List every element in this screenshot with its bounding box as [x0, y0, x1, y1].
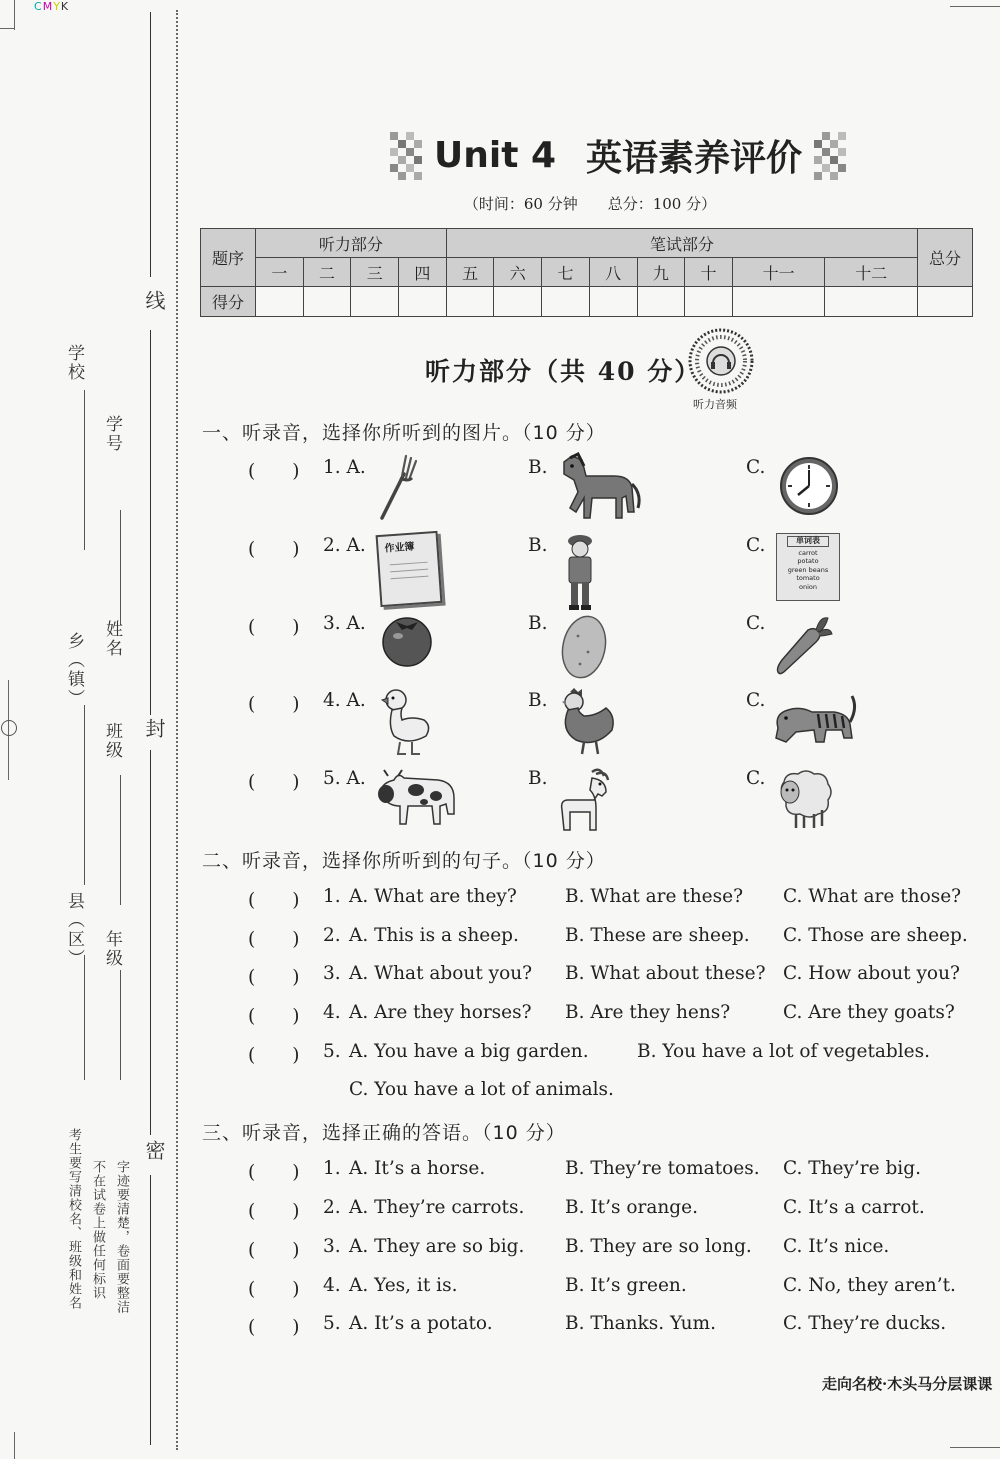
question-order-label: 题序: [201, 229, 256, 287]
page-title: [390, 128, 830, 183]
name-label: 姓名: [102, 620, 122, 658]
clock-icon[interactable]: [778, 455, 840, 517]
town-label: 乡（镇）: [64, 632, 84, 708]
score-cell[interactable]: [685, 287, 733, 317]
option-a: A. What about you?: [349, 963, 533, 984]
part1-heading: 一、听录音，选择你所听到的图片。（10 分）: [202, 422, 606, 444]
crop-mark: [950, 6, 1000, 7]
option-a: A. It’s a potato.: [349, 1313, 493, 1334]
exam-info: （时间：60 分钟 总分：100 分）: [463, 195, 717, 213]
option-a: A. Yes, it is.: [349, 1275, 458, 1296]
option-c: C. They’re big.: [783, 1158, 921, 1179]
answer-blank[interactable]: ( ): [248, 1162, 300, 1183]
tiger-icon[interactable]: [772, 688, 858, 750]
grade-label: 年级: [102, 930, 122, 968]
option-b-label: B.: [528, 690, 548, 711]
option-b-label: B.: [528, 457, 548, 478]
option-c-label: C.: [746, 613, 766, 634]
column-number: 三: [351, 258, 399, 287]
binding-feng: 封: [142, 718, 166, 740]
question-number: 3.: [323, 1236, 341, 1257]
part2-heading: 二、听录音，选择你所听到的句子。（10 分）: [202, 850, 606, 872]
written-header: 笔试部分: [446, 229, 917, 258]
column-number: 一: [256, 258, 304, 287]
binding-line: [150, 12, 151, 277]
part3-heading: 三、听录音，选择正确的答语。（10 分）: [202, 1122, 566, 1144]
school-field[interactable]: [84, 390, 85, 550]
option-a: A. What are they?: [349, 886, 517, 907]
student-no-label: 学号: [102, 415, 122, 453]
word-list-icon[interactable]: [776, 533, 840, 601]
notebook-text: 作业簿: [384, 541, 415, 555]
exam-note-1: 考生要写清校名、班级和姓名: [66, 1128, 81, 1310]
column-number: 十: [685, 258, 733, 287]
footer-brand: 走向名校·木头马分层课课: [822, 1375, 993, 1393]
word-list-title: 单词表: [787, 536, 829, 547]
option-b: B. They are so long.: [565, 1236, 752, 1257]
option-c: C. No, they aren’t.: [783, 1275, 956, 1296]
answer-blank[interactable]: ( ): [248, 929, 300, 950]
score-table: [200, 228, 973, 317]
option-b: B. It’s green.: [565, 1275, 687, 1296]
option-c: C. You have a lot of animals.: [349, 1079, 614, 1100]
question-number: 3.: [323, 963, 341, 984]
fork-icon[interactable]: [376, 452, 422, 522]
binding-xian: 线: [142, 290, 166, 312]
answer-blank[interactable]: ( ): [248, 539, 300, 560]
answer-blank[interactable]: ( ): [248, 890, 300, 911]
option-a: A. They are so big.: [349, 1236, 525, 1257]
potato-icon[interactable]: [558, 612, 610, 682]
word-list-item: onion: [799, 582, 817, 591]
answer-blank[interactable]: ( ): [248, 617, 300, 638]
option-b: B. What about these?: [565, 963, 766, 984]
question-number: 1.: [323, 1158, 341, 1179]
option-a: A. Are they horses?: [349, 1002, 532, 1023]
word-list-item: tomato: [796, 574, 820, 582]
answer-blank[interactable]: ( ): [248, 772, 300, 793]
score-cell[interactable]: [446, 287, 494, 317]
answer-blank[interactable]: ( ): [248, 1201, 300, 1222]
option-a: A. They’re carrots.: [349, 1197, 525, 1218]
qr-label: 听力音频: [693, 398, 737, 411]
farmer-icon[interactable]: [562, 533, 598, 611]
exam-note-3: 字迹要清楚，卷面要整洁: [114, 1160, 129, 1314]
tomato-icon[interactable]: [378, 610, 436, 668]
score-cell[interactable]: [494, 287, 542, 317]
total-score-cell[interactable]: [918, 287, 973, 317]
answer-blank[interactable]: ( ): [248, 1240, 300, 1261]
question-number: 4.: [323, 1002, 341, 1023]
question-number: 4. A.: [323, 690, 366, 711]
column-number: 五: [446, 258, 494, 287]
binding-line: [150, 330, 151, 715]
student-no-field[interactable]: [120, 510, 121, 625]
option-c-label: C.: [746, 768, 766, 789]
carrot-icon[interactable]: [772, 612, 834, 678]
score-cell[interactable]: [542, 287, 590, 317]
answer-blank[interactable]: ( ): [248, 1317, 300, 1338]
score-cell[interactable]: [825, 287, 918, 317]
county-label: 县（区）: [64, 892, 84, 968]
score-cell[interactable]: [732, 287, 825, 317]
option-b: B. What are these?: [565, 886, 743, 907]
option-b-label: B.: [528, 613, 548, 634]
binding-line: [150, 750, 151, 1135]
question-number: 2.: [323, 1197, 341, 1218]
answer-blank[interactable]: ( ): [248, 1006, 300, 1027]
question-number: 5.: [323, 1313, 341, 1334]
column-number: 九: [637, 258, 685, 287]
checker-decoration: [814, 132, 846, 180]
option-b-label: B.: [528, 535, 548, 556]
column-number: 十一: [732, 258, 825, 287]
goat-icon[interactable]: [556, 766, 614, 838]
horse-icon[interactable]: [556, 452, 642, 526]
crop-mark: [14, 1432, 15, 1459]
word-list-item: potato: [797, 557, 819, 565]
binding-line: [150, 1175, 151, 1445]
duck-icon[interactable]: [378, 686, 434, 758]
option-c: C. It’s nice.: [783, 1236, 890, 1257]
score-label: 得分: [201, 287, 256, 317]
hen-icon[interactable]: [556, 686, 618, 758]
question-number: 5. A.: [323, 768, 366, 789]
county-field[interactable]: [84, 955, 85, 1080]
option-c: C. Are they goats?: [783, 1002, 955, 1023]
option-c: C. What are those?: [783, 886, 962, 907]
question-number: 1. A.: [323, 457, 366, 478]
option-a: A. This is a sheep.: [349, 925, 519, 946]
class-field[interactable]: [120, 775, 121, 905]
score-cell[interactable]: [303, 287, 351, 317]
school-label: 学校: [64, 344, 84, 382]
answer-blank[interactable]: ( ): [248, 1045, 300, 1066]
title-unit: Unit 4: [434, 135, 556, 176]
option-b: B. These are sheep.: [565, 925, 750, 946]
town-field[interactable]: [84, 705, 85, 885]
column-number: 八: [589, 258, 637, 287]
score-cell[interactable]: [351, 287, 399, 317]
option-c: C. It’s a carrot.: [783, 1197, 925, 1218]
answer-blank[interactable]: ( ): [248, 967, 300, 988]
crop-mark: [950, 1447, 1000, 1448]
option-b: B. It’s orange.: [565, 1197, 698, 1218]
score-cell[interactable]: [256, 287, 304, 317]
binding-mi: 密: [142, 1140, 166, 1162]
option-c: C. How about you?: [783, 963, 960, 984]
checker-decoration: [390, 132, 422, 180]
option-a: A. You have a big garden.: [349, 1041, 589, 1062]
question-number: 5.: [323, 1041, 341, 1062]
option-b: B. Are they hens?: [565, 1002, 731, 1023]
answer-blank[interactable]: ( ): [248, 1279, 300, 1300]
column-number: 十二: [825, 258, 918, 287]
sheep-icon[interactable]: [772, 766, 836, 832]
question-number: 4.: [323, 1275, 341, 1296]
option-b-label: B.: [528, 768, 548, 789]
listening-header: 听力部分: [256, 229, 447, 258]
title-main: 英语素养评价: [586, 138, 803, 179]
column-number: 二: [303, 258, 351, 287]
answer-blank[interactable]: ( ): [248, 461, 300, 482]
word-list-item: carrot: [798, 548, 818, 557]
class-label: 班级: [102, 722, 122, 760]
column-number: 四: [399, 258, 447, 287]
option-c-label: C.: [746, 535, 766, 556]
registration-mark: [1, 720, 17, 736]
total-label: 总分: [918, 229, 973, 287]
listening-heading: 听力部分（共 40 分）: [425, 357, 702, 386]
column-number: 六: [494, 258, 542, 287]
question-number: 3. A.: [323, 613, 366, 634]
option-b: B. You have a lot of vegetables.: [637, 1041, 931, 1062]
option-a: A. It’s a horse.: [349, 1158, 486, 1179]
option-c: C. Those are sheep.: [783, 925, 968, 946]
question-number: 2.: [323, 925, 341, 946]
option-c-label: C.: [746, 690, 766, 711]
answer-blank[interactable]: ( ): [248, 694, 300, 715]
crop-mark: [0, 28, 14, 29]
score-cell[interactable]: [589, 287, 637, 317]
option-b: B. They’re tomatoes.: [565, 1158, 760, 1179]
cmyk-mark: CMYK: [34, 0, 70, 13]
score-cell[interactable]: [399, 287, 447, 317]
option-c-label: C.: [746, 457, 766, 478]
score-cell[interactable]: [637, 287, 685, 317]
column-number: 七: [542, 258, 590, 287]
crop-mark: [14, 0, 15, 30]
question-number: 2. A.: [323, 535, 366, 556]
question-number: 1.: [323, 886, 341, 907]
word-list-item: green beans: [787, 565, 829, 574]
qr-code-icon[interactable]: [688, 328, 754, 394]
exam-note-2: 不在试卷上做任何标识: [90, 1160, 105, 1300]
cut-line: [176, 10, 178, 1450]
option-b: B. Thanks. Yum.: [565, 1313, 716, 1334]
option-c: C. They’re ducks.: [783, 1313, 947, 1334]
grade-field[interactable]: [120, 970, 121, 1080]
notebook-icon[interactable]: [376, 531, 443, 607]
cow-icon[interactable]: [374, 768, 460, 830]
